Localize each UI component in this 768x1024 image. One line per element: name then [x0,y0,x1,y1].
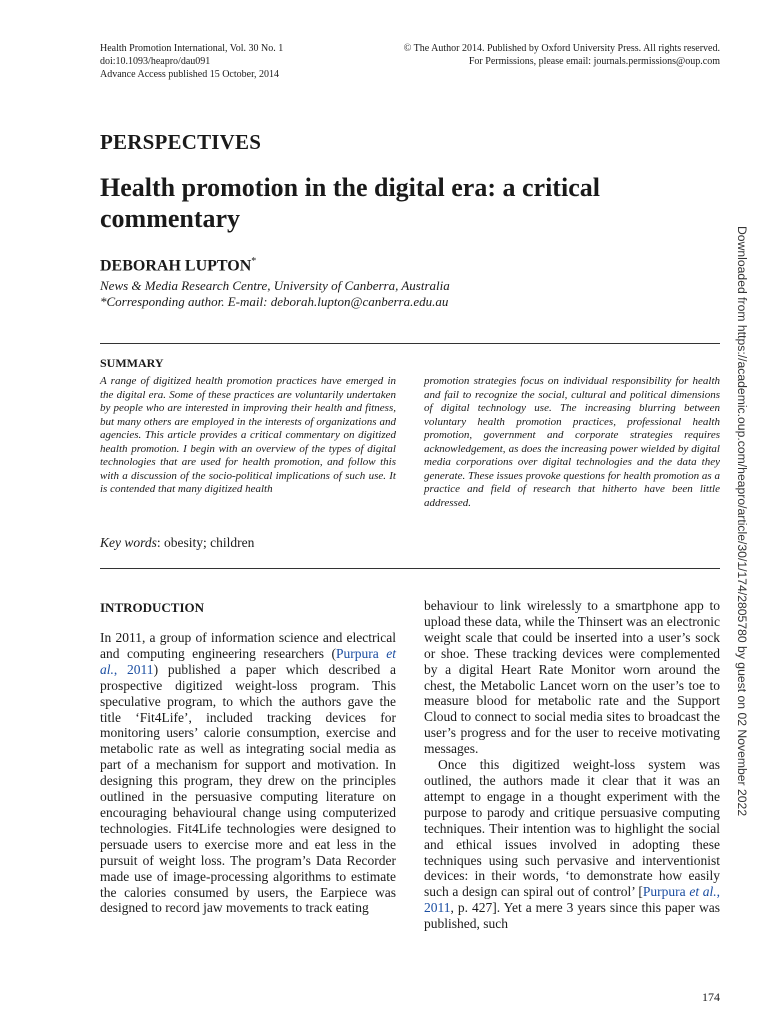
citation-author-2: Purpura [642,884,686,900]
summary-left-column: A range of digitized health promotion practices have emerged in the digital era. Some of these practices are voluntarily undertaken by people who are interested in improving their health and fitness, but many others are employed in the interests of organizations and agencies. This article provides a critical commentary on digitized health promotion. I begin with an overview of the types of digital technologies that are used for health promotion, and follow this with a discussion of the socio-political implications of such use. It is contended that many digitized health [100,375,396,495]
citation-etal-2: et al. [685,884,717,900]
intro-left-column [100,630,396,916]
keywords-separator: : [156,535,165,550]
journal-header [100,42,283,81]
introduction-heading: INTRODUCTION [100,600,205,615]
keywords-label: Key words [100,535,157,550]
citation-etal: et al. [100,645,396,677]
intro-paragraph-2-text-a: Once this digitized weight-loss system was outlined, the authors made it clear that it was an attempt to engage in a thought experiment with the purpose to parody and critique persuasive computing techniques. Their intention was to highlight the social and ethical issues involved in adopting these techniques using such pervasive and interventionist devices: in their words, ‘to demonstrate how easily such a design can spiral out of control’ [ [424,757,720,900]
keywords-value: obesity; children [164,535,255,550]
summary-right-column: promotion strategies focus on individual responsibility for health and fail to recognize the social, cultural and political dimensions of digital technology use. The increasing blurring between voluntary health promotion practices, professional health promotion, government and corporate strategies requires acknowledgement, as does the increasing power wielded by digital media corporations over digital technologies and the data they generate. These issues provoke questions for health promotion as a practice and field of research that hitherto have been little addressed. [424,375,720,509]
intro-right-column [424,598,720,932]
page-number: 174 [702,990,720,1004]
author-footnote-mark: * [251,256,257,267]
copyright-block [404,42,720,68]
advance-access-date: Advance Access published 15 October, 2014 [100,69,279,80]
permissions-notice: For Permissions, please email: journals.permissions@oup.com [468,56,720,67]
section-label: PERSPECTIVES [100,130,262,154]
author-name [100,256,256,275]
citation-year: , 2011 [113,661,154,677]
affiliation: News & Media Research Centre, University of Canberra, Australia [100,278,450,293]
article-title: Health promotion in the digital era: a critical commentary [100,173,600,233]
keywords [100,535,254,551]
author-affiliation-block [100,278,450,310]
citation-author: Purpura [336,645,379,661]
download-watermark [730,226,754,986]
doi-text: doi:10.1093/heapro/dau091 [100,56,211,67]
author-name-text: DEBORAH LUPTON [100,257,252,275]
intro-paragraph-2-text-b: , p. 427]. Yet a mere 3 years since this paper was published, such [424,900,720,932]
summary-heading: SUMMARY [100,356,164,370]
intro-paragraph-continued: behaviour to link wirelessly to a smartphone app to upload these data, while the Thinsert was an electronic weight scale that could be inserted into a user’s sock or shoe. These tracking devices were complemented by a digital Heart Rate Monitor worn around the chest, the Metabolic Lancet worn on the user’s toe to measure blood for metabolic rate and the Support Cloud to connect to social media sites to broadcast the user’s progress and for the user to receive motivating messages. [424,598,720,757]
citation-year-2: , 2011 [424,884,720,916]
intro-paragraph-2 [424,757,720,932]
summary-bottom-rule [100,568,720,569]
journal-citation: Health Promotion International, Vol. 30 No. 1 [100,43,284,54]
intro-text-a: In 2011, a group of information science and electrical and computing engineering researchers ( [100,630,396,661]
intro-text-b: ) published a paper which described a prospective digitized weight-loss program. This speculative program, to which the authors gave the title ‘Fit4Life’, included tracking devices for monitoring users’ calorie consumption, exercise and metabolic rate as well as integrating social media as part of a mechanism for support and motivation. In designing this program, they drew on the principles outlined in the persuasive computing literature on encouraging behavioural change using computerized technologies. Fit4Life technologies were designed to persuade users to exercise more and eat less in the pursuit of weight loss. The program’s Data Recorder made use of image-processing algorithms to estimate the calories consumed by users, the Earpiece was designed to record jaw movements to track eating [100,661,396,916]
download-watermark-text: Downloaded from https://academic.oup.com/heapro/article/30/1/174/2805780 by guest on 02 November 2022 [735,226,749,817]
summary-top-rule [100,343,720,344]
copyright-notice: © The Author 2014. Published by Oxford University Press. All rights reserved. [403,43,720,54]
corresponding-author: *Corresponding author. E-mail: deborah.lupton@canberra.edu.au [100,294,449,309]
